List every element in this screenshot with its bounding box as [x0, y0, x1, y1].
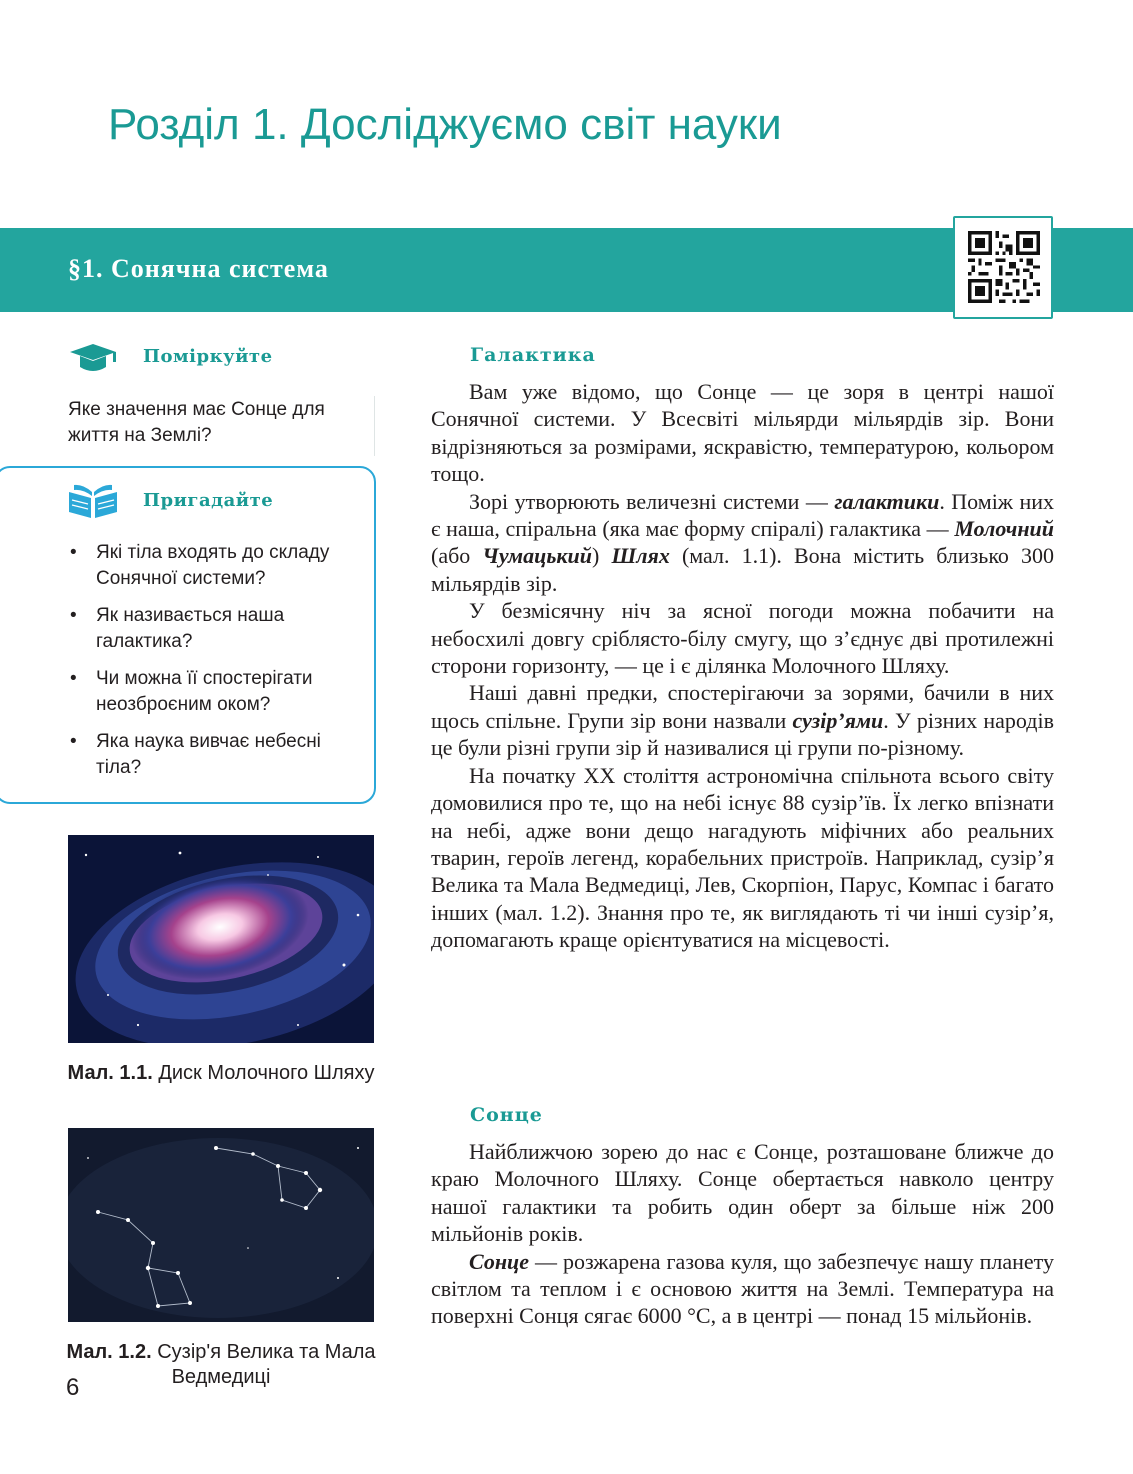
figure-label: Мал. 1.1. [67, 1062, 153, 1084]
constellation-image [68, 1128, 374, 1322]
figure-caption-text: Диск Молочного Шляху [158, 1062, 375, 1084]
figure-caption [60, 1061, 382, 1086]
galaxy-heading: Галактика [470, 344, 596, 366]
list-item: • Як називається наша галактика? [70, 603, 370, 655]
sun-heading: Сонце [470, 1104, 543, 1126]
divider [374, 396, 375, 456]
qr-code-icon [968, 231, 1040, 303]
qr-code[interactable] [953, 216, 1053, 319]
sun-text [431, 1138, 1054, 1330]
figure-label: Мал. 1.2. [66, 1341, 152, 1363]
paragraph: Найближчою зорею до нас є Сонце, розташоване ближче до краю Молочного Шляху. Сонце обертається навколо центру нашої галактики та робить один оберт за більше ніж 200 мільйонів років. [431, 1139, 1054, 1247]
galaxy-text [431, 378, 1054, 954]
paragraph: Сонце — розжарена газова куля, що забезпечує нашу планету світлом та теплом і є основою життя на Землі. Температура на поверхні Сонця сягає 6000 °C, а в центрі — понад 15 мільйонів. [431, 1248, 1054, 1329]
figure-caption-text: Сузір'я Велика та Мала Ведмедиці [157, 1341, 376, 1388]
paragraph: Зорі утворюють величезні системи — галактики. Поміж них є наша, спіральна (яка має форму спіралі) галактика — Молочний (або Чумацький) Шлях (мал. 1.1). Вона містить близько 300 мільярдів зір. [431, 488, 1055, 596]
think-question: Яке значення має Сонце для життя на Землі? [68, 399, 325, 446]
remind-list [70, 540, 370, 792]
graduation-cap-icon [66, 340, 120, 376]
paragraph: У безмісячну ніч за ясної погоди можна побачити на небосхилі довгу сріблясто-білу смугу, що з’єднує дві протилежні сторони горизонту, — це і є ділянка Молочного Шляху. [431, 598, 1054, 679]
think-heading: Поміркуйте [143, 346, 273, 367]
list-item: • Які тіла входять до складу Сонячної системи? [70, 540, 370, 592]
remind-heading: Пригадайте [143, 490, 274, 511]
chapter-title: Розділ 1. Досліджуємо світ науки [108, 100, 782, 149]
open-book-icon [66, 482, 120, 522]
figure-caption [60, 1340, 382, 1390]
paragraph: Вам уже відомо, що Сонце — це зоря в центрі нашої Сонячної системи. У Всесвіті мільярди мільярдів зір. Вони відрізняються за розмірами, яскравістю, температурою, кольором тощо. [431, 379, 1054, 487]
paragraph: Наші давні предки, спостерігаючи за зорями, бачили в них щось спільне. Групи зір вони назвали сузір’ями. У різних народів це були різні групи зір й називалися ці групи по-різному. [431, 680, 1054, 761]
paragraph: На початку XX століття астрономічна спільнота всього світу домовилися про те, що на небі існує 88 сузір’їв. Їх легко впізнати на небі, адже вони дещо нагадують міфічних або реальних тварин, героїв легенд, корабельних пристроїв. Наприклад, сузір’я Велика та Мала Ведмедиці, Лев, Скорпіон, Парус, Компас і багато інших (мал. 1.2). Знання про те, як виглядають ті чи інші сузір’я, допомагають краще орієнтуватися на місцевості. [431, 762, 1054, 953]
list-item: • Чи можна її спостерігати неозброєним оком? [70, 666, 370, 718]
list-item: • Яка наука вивчає небесні тіла? [70, 729, 370, 781]
page-number: 6 [66, 1374, 80, 1401]
milky-way-image [68, 835, 374, 1043]
section-title: §1. Сонячна система [68, 254, 329, 283]
